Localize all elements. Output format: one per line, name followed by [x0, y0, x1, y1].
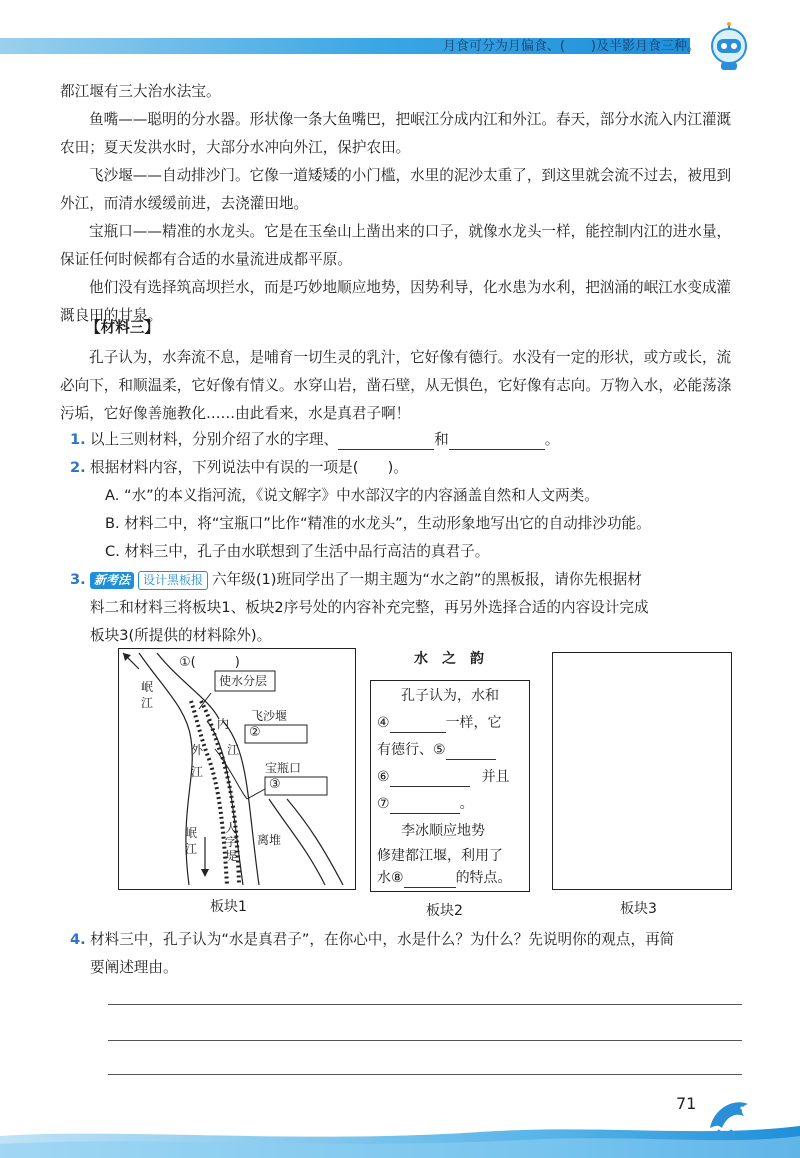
blank-label: 水⑧: [377, 870, 404, 886]
answer-line[interactable]: [108, 1074, 742, 1075]
question-text: 根据材料内容，下列说法中有误的一项是( )。: [90, 459, 408, 476]
paragraph: 他们没有选择筑高坝拦水，而是巧妙地顺应地势，因势利导，化水患为水利，把汹涌的岷江水变成灌溉良田的甘泉。: [60, 279, 732, 324]
robot-mascot-icon: [704, 22, 754, 72]
board-2-text: 的特点。: [455, 870, 512, 886]
paragraph: 宝瓶口——精准的水龙头。它是在玉垒山上凿出来的口子，就像水龙头一样，能控制内江的进水量，保证任何时候都有合适的水量流进成都平原。: [60, 223, 732, 268]
option-b[interactable]: B. 材料二中，将“宝瓶口”比作“精准的水龙头”，生动形象地写出它的自动排沙功能。: [105, 515, 651, 532]
answer-line[interactable]: [108, 1040, 742, 1041]
map-label-1: ①( ): [179, 655, 240, 670]
question-text: 六年级(1)班同学出了一期主题为“水之韵”的黑板报，请你先根据材: [212, 571, 642, 588]
map-label-lidui: 离堆: [257, 833, 282, 847]
board-2: [370, 680, 530, 892]
board-2-line: [377, 737, 496, 764]
answer-blank[interactable]: [338, 431, 434, 450]
board-2-text: 。: [459, 796, 474, 812]
map-label-wai: 外: [191, 743, 204, 757]
board-2-text: 李冰顺应地势: [401, 823, 485, 839]
question-text: 料二和材料三将板块1、板块2序号处的内容补充完整，再另外选择合适的内容设计完成: [90, 599, 649, 616]
header-note: 月食可分为月偏食、( )及半影月食三种。: [442, 39, 700, 54]
question-1: [70, 426, 560, 454]
question-number: 3.: [70, 571, 86, 588]
question-text: 要阐述理由。: [90, 959, 178, 976]
answer-blank[interactable]: [449, 431, 545, 450]
board-2-title: 水 之 韵: [414, 651, 484, 667]
question-number: 4.: [70, 931, 86, 948]
paragraph: 都江堰有三大治水法宝。: [60, 83, 221, 100]
board-2-line: [377, 791, 474, 818]
section-title: 【材料三】: [86, 319, 159, 336]
question-text: 以上三则材料，分别介绍了水的字理、: [90, 431, 339, 448]
board-3[interactable]: [552, 652, 732, 890]
board-2-text: 修建都江堰，利用了: [377, 848, 503, 864]
question-4: [70, 926, 675, 954]
paragraph: 飞沙堰——自动排沙门。它像一道矮矮的小门槛，水里的泥沙太重了，到这里就会流不过去，被甩到外江，而清水缓缓前进，去浇灌田地。: [60, 167, 732, 212]
map-label-2: ②: [249, 725, 261, 740]
new-method-badge: 新考法: [90, 572, 134, 589]
footer-wave: [0, 1118, 800, 1158]
question-text: 板块3(所提供的材料除外)。: [90, 627, 272, 644]
map-label-minjiang-lower: 岷 江: [185, 826, 198, 856]
topic-badge: 设计黑板报: [138, 571, 208, 590]
blank-label: ④: [377, 715, 390, 731]
answer-blank[interactable]: [446, 741, 496, 760]
map-label-nei: 内: [217, 717, 230, 731]
board-2-text: 孔子认为，水和: [401, 688, 499, 704]
paragraph: 孔子认为，水奔流不息，是哺育一切生灵的乳汁，它好像有德行。水没有一定的形状，或方或长，流必向下，和顺温柔，它好像有情义。水穿山岩，凿石壁，从无惧色，它好像有志向。万物入水，必能荡涤污垢，它好像善施教化……由此看来，水是真君子啊！: [60, 349, 732, 422]
question-3: [70, 566, 642, 594]
blank-label: ⑦: [377, 796, 390, 812]
board-2-text: 一样，它: [445, 715, 502, 731]
board-2-line: [377, 710, 502, 737]
question-number: 1.: [70, 431, 86, 448]
answer-blank[interactable]: [404, 869, 456, 888]
question-text: 和: [434, 431, 449, 448]
question-text: 材料三中，孔子认为“水是真君子”，在你心中，水是什么？为什么？先说明你的观点，再简: [90, 931, 675, 948]
question-number: 2.: [70, 459, 86, 476]
page-number: 71: [676, 1094, 697, 1113]
paragraph: 鱼嘴——聪明的分水器。形状像一条大鱼嘴巴，把岷江分成内江和外江。春天，部分水流入内江灌溉农田；夏天发洪水时，大部分水冲向外江，保护农田。: [60, 111, 732, 156]
map-label-feishayan: 飞沙堰: [251, 709, 288, 723]
map-label-jiang: 江: [227, 743, 240, 757]
answer-line[interactable]: [108, 1004, 742, 1005]
option-a[interactable]: A. “水”的本义指河流，《说文解字》中水部汉字的内容涵盖自然和人文两类。: [105, 487, 599, 504]
board-2-line: [377, 865, 512, 892]
caption-board-3: 板块3: [620, 901, 657, 917]
answer-blank[interactable]: [390, 768, 470, 787]
answer-blank[interactable]: [390, 795, 460, 814]
map-label-baopingkou: 宝瓶口: [265, 761, 302, 775]
board-2-line: [377, 764, 510, 791]
question-text: 。: [544, 431, 560, 448]
map-label-waijiang: 江: [191, 765, 204, 779]
board-1-map: [118, 648, 356, 890]
board-2-text: 有德行、⑤: [377, 742, 446, 758]
map-label-3: ③: [269, 777, 281, 792]
blank-label: ⑥: [377, 769, 390, 785]
board-2-text: 并且: [481, 769, 510, 785]
caption-board-1: 板块1: [210, 899, 247, 915]
map-label-renzidi: 人 字 堤: [225, 821, 238, 863]
option-c[interactable]: C. 材料三中，孔子由水联想到了生活中品行高洁的真君子。: [105, 543, 490, 560]
answer-blank[interactable]: [390, 714, 446, 733]
question-2: [70, 454, 408, 482]
map-label-minjiang: 岷 江: [141, 680, 154, 710]
map-label-fenceng: 使水分层: [219, 674, 268, 688]
caption-board-2: 板块2: [426, 903, 463, 919]
